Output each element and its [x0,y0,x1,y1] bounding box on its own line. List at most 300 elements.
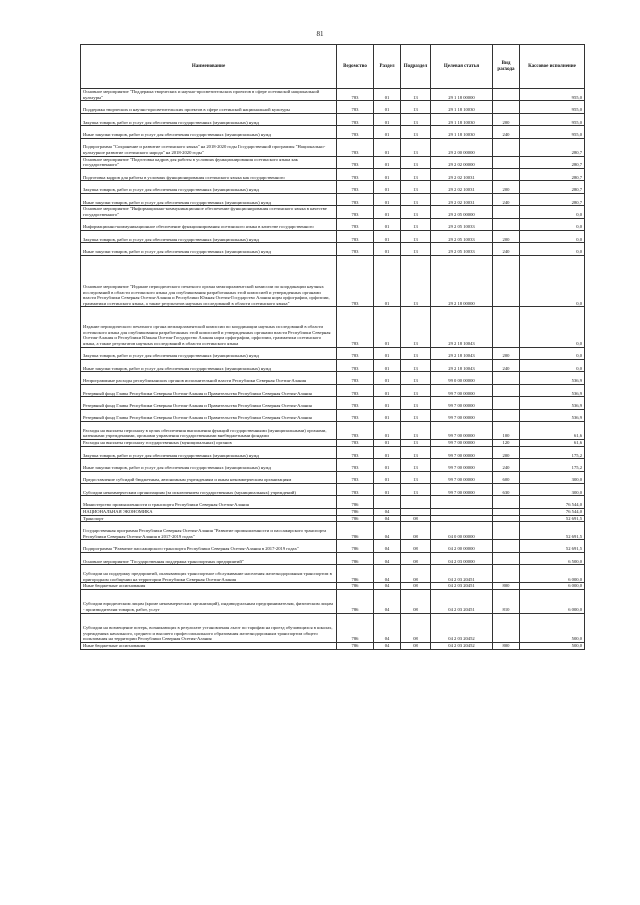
row-target: 04 2 00 00000 [431,540,493,552]
row-target: 29 2 05 00000 [431,206,493,218]
row-subsection: 08 [401,540,431,552]
row-section: 01 [374,459,401,471]
table-row [81,101,585,113]
row-name: Министерство промышленности и транспорта Республики Северная Осетия-Алания [81,496,337,508]
table-body [81,89,585,650]
row-exp-type [493,101,520,113]
row-subsection: 13 [401,347,431,359]
row-amount: 500,0 [520,613,585,642]
table-row [81,409,585,421]
row-name: Субсидии на поддержку предприятий, оказывающих транспортное обслуживание населения железнодорожным транспортом в пригородном сообщении на территории Республики Северная Осетия-Алания [81,565,337,583]
row-section: 01 [374,218,401,230]
row-name: Подпрограмма "Сохранение и развитие осетинского языка" на 2018-2020 годы Государственной программы "Национально-культурное развитие осетинского народа" на 2018-2020 годы" [81,138,337,156]
row-section: 04 [374,613,401,642]
row-section: 01 [374,168,401,180]
row-target: 04 0 00 00000 [431,522,493,540]
row-dept: 783 [337,360,374,372]
row-dept: 783 [337,181,374,193]
row-name: Основное мероприятие "Подготовка кадров для работы в условиях функционирования осетинского языка как государственного" [81,156,337,168]
row-target: 29 2 02 10031 [431,181,493,193]
table-row [81,243,585,255]
row-target: 29 2 05 10033 [431,230,493,242]
row-target: 04 2 03 20452 [431,642,493,649]
table-row [81,138,585,156]
row-dept: 783 [337,126,374,138]
row-section: 01 [374,243,401,255]
row-target: 29 1 18 10030 [431,126,493,138]
row-dept: 783 [337,384,374,396]
row-section: 01 [374,471,401,483]
row-name: Иные закупки товаров, работ и услуг для обеспечения государственных (муниципальных) нужд [81,193,337,205]
row-subsection: 13 [401,360,431,372]
row-name: Иные закупки товаров, работ и услуг для обеспечения государственных (муниципальных) нужд [81,360,337,372]
row-amount: 280,7 [520,193,585,205]
row-target: 29 2 02 00000 [431,156,493,168]
row-exp-type [493,372,520,384]
row-dept: 783 [337,372,374,384]
row-section: 04 [374,515,401,522]
row-name: Транспорт [81,515,337,522]
row-section: 01 [374,422,401,440]
row-amount: 52 691,5 [520,522,585,540]
row-exp-type: 240 [493,193,520,205]
table-row [81,422,585,440]
row-dept: 786 [337,565,374,583]
table-row [81,483,585,495]
row-exp-type [493,89,520,101]
row-dept: 786 [337,515,374,522]
table-row [81,446,585,458]
row-amount: 6 000,0 [520,583,585,590]
table-row [81,168,585,180]
row-subsection: 13 [401,372,431,384]
row-dept: 783 [337,138,374,156]
row-name: Основное мероприятие "Поддержка творческих и научно-просветительских проектов в сфере осетинской национальной культуры" [81,89,337,101]
row-amount: 61,6 [520,422,585,440]
row-exp-type [493,522,520,540]
row-section: 01 [374,206,401,218]
row-target: 99 7 00 00000 [431,483,493,495]
row-amount: 536,9 [520,372,585,384]
row-target: 04 2 03 20452 [431,613,493,642]
row-subsection: 13 [401,397,431,409]
row-dept: 783 [337,440,374,447]
row-exp-type: 240 [493,243,520,255]
row-subsection: 08 [401,552,431,564]
row-name: Резервный фонд Главы Республики Северная Осетия-Алания и Правительства Республики Северная Осетия-Алания [81,384,337,396]
header-subsection: Подраздел [401,45,431,89]
row-name: Поддержка творческих и научно-просветительских проектов в сфере осетинской национальной культуры [81,101,337,113]
row-subsection: 13 [401,409,431,421]
row-amount: 175,2 [520,459,585,471]
row-name: Иные закупки товаров, работ и услуг для обеспечения государственных (муниципальных) нужд [81,126,337,138]
row-subsection: 13 [401,138,431,156]
row-section: 04 [374,540,401,552]
row-target: 04 2 03 20451 [431,589,493,613]
row-name: Закупка товаров, работ и услуг для обеспечения государственных (муниципальных) нужд [81,113,337,125]
row-amount: 500,0 [520,642,585,649]
table-row [81,193,585,205]
header-dept: Ведомство [337,45,374,89]
row-exp-type: 240 [493,360,520,372]
row-section: 01 [374,138,401,156]
row-section: 01 [374,156,401,168]
row-section: 04 [374,642,401,649]
table-row [81,440,585,447]
row-target: 04 2 03 20451 [431,583,493,590]
row-dept: 783 [337,89,374,101]
row-subsection: 13 [401,101,431,113]
table-row [81,583,585,590]
row-target: 99 7 00 00000 [431,446,493,458]
row-amount: 536,9 [520,409,585,421]
row-amount: 300,0 [520,483,585,495]
table-row [81,552,585,564]
row-exp-type: 800 [493,583,520,590]
row-target [431,496,493,508]
table-row [81,89,585,101]
table-row [81,307,585,347]
row-subsection: 13 [401,181,431,193]
row-target: 29 1 18 10030 [431,113,493,125]
row-exp-type [493,508,520,515]
row-name: Государственная программа Республики Северная Осетия-Алания "Развитие промышленности и пассажирского транспорта Республики Северная Осетия-Алания в 2017-2019 годах" [81,522,337,540]
row-target: 99 7 00 00000 [431,409,493,421]
row-section: 01 [374,384,401,396]
row-dept: 783 [337,218,374,230]
row-section: 04 [374,589,401,613]
row-subsection: 08 [401,613,431,642]
row-name: Закупка товаров, работ и услуг для обеспечения государственных (муниципальных) нужд [81,446,337,458]
row-dept: 783 [337,156,374,168]
row-subsection: 08 [401,642,431,649]
row-amount: 6 000,0 [520,589,585,613]
row-section: 04 [374,565,401,583]
row-name: Закупка товаров, работ и услуг для обеспечения государственных (муниципальных) нужд [81,181,337,193]
row-exp-type: 810 [493,589,520,613]
row-section: 01 [374,230,401,242]
row-amount: 955,0 [520,101,585,113]
row-target: 29 2 18 10043 [431,347,493,359]
row-name: Иные бюджетные ассигнования [81,642,337,649]
row-amount: 0,0 [520,218,585,230]
row-dept: 786 [337,583,374,590]
row-amount: 955,0 [520,113,585,125]
row-exp-type [493,409,520,421]
row-section: 01 [374,101,401,113]
row-amount: 76 544,0 [520,496,585,508]
row-target: 04 2 03 00000 [431,552,493,564]
row-section: 01 [374,360,401,372]
table-row [81,372,585,384]
row-subsection: 13 [401,459,431,471]
row-subsection: 13 [401,206,431,218]
row-name: Иные закупки товаров, работ и услуг для обеспечения государственных (муниципальных) нужд [81,459,337,471]
row-subsection: 08 [401,565,431,583]
row-exp-type [493,515,520,522]
row-exp-type [493,307,520,347]
row-section: 01 [374,193,401,205]
row-target [431,515,493,522]
row-target: 29 2 05 10033 [431,243,493,255]
table-row [81,347,585,359]
row-target: 29 2 18 10043 [431,360,493,372]
row-amount: 175,2 [520,446,585,458]
row-exp-type: 200 [493,181,520,193]
table-row [81,565,585,583]
row-name: Резервный фонд Главы Республики Северная Осетия-Алания и Правительства Республики Северная Осетия-Алания [81,409,337,421]
row-name: Информационно-коммуникационное обеспечение функционирования осетинского языка в качестве государственного [81,218,337,230]
row-subsection: 08 [401,583,431,590]
row-subsection: 13 [401,422,431,440]
row-section: 01 [374,446,401,458]
row-amount: 0,0 [520,230,585,242]
table-row [81,642,585,649]
table-row [81,589,585,613]
row-target: 29 2 18 10043 [431,307,493,347]
row-exp-type: 240 [493,459,520,471]
table-row [81,515,585,522]
row-exp-type: 630 [493,483,520,495]
row-dept: 786 [337,508,374,515]
row-subsection: 13 [401,483,431,495]
row-dept: 783 [337,101,374,113]
row-target: 04 2 03 20451 [431,565,493,583]
row-subsection: 13 [401,156,431,168]
row-dept: 783 [337,397,374,409]
row-name: Основное мероприятие "Информационно-коммуникационное обеспечение функционирования осетинского языка в качестве государственного" [81,206,337,218]
row-name: Подготовка кадров для работы в условиях функционирования осетинского языка как государственного [81,168,337,180]
row-subsection: 13 [401,113,431,125]
row-amount: 6 500,0 [520,552,585,564]
row-dept: 786 [337,552,374,564]
row-exp-type [493,613,520,642]
row-target: 29 2 02 10031 [431,193,493,205]
row-subsection: 08 [401,589,431,613]
row-dept: 783 [337,255,374,307]
table-header-row [81,45,585,89]
table-row [81,255,585,307]
row-target: 99 7 00 00000 [431,397,493,409]
row-amount: 536,9 [520,397,585,409]
row-target: 99 7 00 00000 [431,459,493,471]
budget-table [80,44,585,650]
row-section: 01 [374,126,401,138]
row-target [431,508,493,515]
table-row [81,181,585,193]
row-exp-type [493,540,520,552]
table-row [81,156,585,168]
row-amount: 0,0 [520,243,585,255]
row-dept: 786 [337,642,374,649]
row-exp-type: 200 [493,230,520,242]
row-target: 99 7 00 00000 [431,384,493,396]
row-target: 29 2 18 00000 [431,255,493,307]
row-subsection: 08 [401,522,431,540]
row-dept: 783 [337,483,374,495]
row-name: Издание периодического печатного органа межпарламентской комиссии по координации научных исследований в области осетинского языка для опубликования разработанных этой комиссией и утвержденных органами власти Республики Северная Осетия-Алания и Республики Южная Осетия-Государство Алания норм орфографии, орфоэпии, грамматики осетинского языка, а также результатов научных исследований в области осетинского языка [81,307,337,347]
row-subsection: 13 [401,243,431,255]
table-row [81,496,585,508]
row-exp-type: 240 [493,126,520,138]
row-name: Субсидии некоммерческим организациям (за исключением государственных (муниципальных) учреждений) [81,483,337,495]
table-row [81,613,585,642]
row-target: 99 7 00 00000 [431,440,493,447]
header-name: Наименование [81,45,337,89]
table-row [81,540,585,552]
row-dept: 783 [337,422,374,440]
row-dept: 786 [337,540,374,552]
row-section: 01 [374,372,401,384]
row-section: 01 [374,181,401,193]
row-name: Расходы на выплаты персоналу в целях обеспечения выполнения функций государственными (муниципальными) органами, казенными учреждениями, органами управления государственными внебюджетными фондами [81,422,337,440]
row-name: Основное мероприятие "Государственная поддержка транспортных предприятий" [81,552,337,564]
row-target: 29 1 18 00000 [431,89,493,101]
row-name: НАЦИОНАЛЬНАЯ ЭКОНОМИКА [81,508,337,515]
table-row [81,218,585,230]
row-amount: 280,7 [520,138,585,156]
row-subsection: 13 [401,446,431,458]
row-amount: 6 000,0 [520,565,585,583]
table-row [81,384,585,396]
row-dept: 783 [337,193,374,205]
table-row [81,459,585,471]
row-section: 01 [374,397,401,409]
row-amount: 76 544,0 [520,508,585,515]
table-row [81,397,585,409]
row-exp-type [493,168,520,180]
table-row [81,508,585,515]
row-amount: 61,6 [520,440,585,447]
row-exp-type [493,496,520,508]
row-name: Основное мероприятие "Издание периодического печатного органа межпарламентской комиссии по координации научных исследований в области осетинского языка для опубликования разработанных этой комиссией и утвержденных органами власти Республики Северная Осетия-Алания и Республики Южная Осетия-Государство Алания норм орфографии, орфоэпии, грамматики осетинского языка, а также результатов научных исследований в области осетинского языка" [81,255,337,307]
row-dept: 783 [337,347,374,359]
row-section: 01 [374,255,401,307]
row-exp-type: 200 [493,113,520,125]
row-section: 04 [374,552,401,564]
row-exp-type: 100 [493,422,520,440]
row-target: 29 2 02 10031 [431,168,493,180]
row-subsection: 13 [401,168,431,180]
header-amount: Кассовое исполнение [520,45,585,89]
row-exp-type [493,255,520,307]
table-row [81,113,585,125]
row-subsection: 13 [401,193,431,205]
row-amount: 536,9 [520,384,585,396]
row-exp-type: 200 [493,347,520,359]
row-section: 01 [374,113,401,125]
row-section: 01 [374,483,401,495]
row-section: 04 [374,522,401,540]
row-subsection [401,508,431,515]
row-name: Резервный фонд Главы Республики Северная Осетия-Алания и Правительства Республики Северная Осетия-Алания [81,397,337,409]
row-section: 01 [374,409,401,421]
row-section [374,496,401,508]
row-dept: 783 [337,446,374,458]
row-section: 04 [374,508,401,515]
row-dept: 783 [337,243,374,255]
row-name: Расходы на выплаты персоналу государственных (муниципальных) органов [81,440,337,447]
row-target: 99 7 00 00000 [431,471,493,483]
row-exp-type: 800 [493,642,520,649]
row-subsection: 13 [401,218,431,230]
row-subsection: 13 [401,255,431,307]
row-target: 29 2 05 10033 [431,218,493,230]
row-subsection: 08 [401,515,431,522]
row-amount: 955,0 [520,89,585,101]
row-dept: 783 [337,206,374,218]
row-amount: 0,0 [520,255,585,307]
row-subsection: 13 [401,89,431,101]
row-name: Подпрограмма "Развитие пассажирского транспорта Республики Северная Осетия-Алания в 2017-2019 годах" [81,540,337,552]
row-dept: 783 [337,113,374,125]
table-row [81,522,585,540]
table-row [81,230,585,242]
row-target: 99 7 00 00000 [431,422,493,440]
row-amount: 52 691,5 [520,540,585,552]
row-dept: 783 [337,459,374,471]
row-amount: 280,7 [520,168,585,180]
row-name: Закупка товаров, работ и услуг для обеспечения государственных (муниципальных) нужд [81,347,337,359]
row-amount: 280,7 [520,156,585,168]
row-amount: 0,0 [520,360,585,372]
page-number: 81 [316,30,324,38]
row-dept: 783 [337,230,374,242]
row-target: 29 2 00 00000 [431,138,493,156]
row-dept: 783 [337,471,374,483]
row-amount: 0,0 [520,307,585,347]
row-name: Иные бюджетные ассигнования [81,583,337,590]
table-row [81,360,585,372]
row-amount: 300,0 [520,471,585,483]
table-row [81,126,585,138]
row-section: 04 [374,583,401,590]
row-subsection: 13 [401,126,431,138]
row-amount: 0,0 [520,206,585,218]
row-dept: 783 [337,168,374,180]
row-name: Непрограммные расходы республиканских органов исполнительной власти Республики Северная Осетия-Алания [81,372,337,384]
row-section: 01 [374,307,401,347]
row-amount: 0,0 [520,347,585,359]
row-name: Субсидии юридическим лицам (кроме некоммерческих организаций), индивидуальным предпринимателям, физическим лицам - производителям товаров, работ, услуг [81,589,337,613]
row-dept: 786 [337,589,374,613]
row-exp-type [493,384,520,396]
row-exp-type: 600 [493,471,520,483]
row-section: 01 [374,347,401,359]
row-exp-type [493,552,520,564]
row-dept: 786 [337,613,374,642]
row-dept: 786 [337,522,374,540]
row-amount: 955,0 [520,126,585,138]
row-exp-type [493,156,520,168]
header-target: Целевая статья [431,45,493,89]
row-exp-type [493,218,520,230]
row-dept: 783 [337,409,374,421]
row-amount: 280,7 [520,181,585,193]
table-row [81,471,585,483]
row-subsection: 13 [401,471,431,483]
header-section: Раздел [374,45,401,89]
row-subsection: 13 [401,307,431,347]
row-target: 99 0 00 00000 [431,372,493,384]
row-exp-type [493,397,520,409]
row-exp-type: 120 [493,440,520,447]
row-exp-type [493,565,520,583]
row-section: 01 [374,89,401,101]
row-target: 29 1 18 10030 [431,101,493,113]
table-row [81,206,585,218]
row-subsection: 13 [401,440,431,447]
